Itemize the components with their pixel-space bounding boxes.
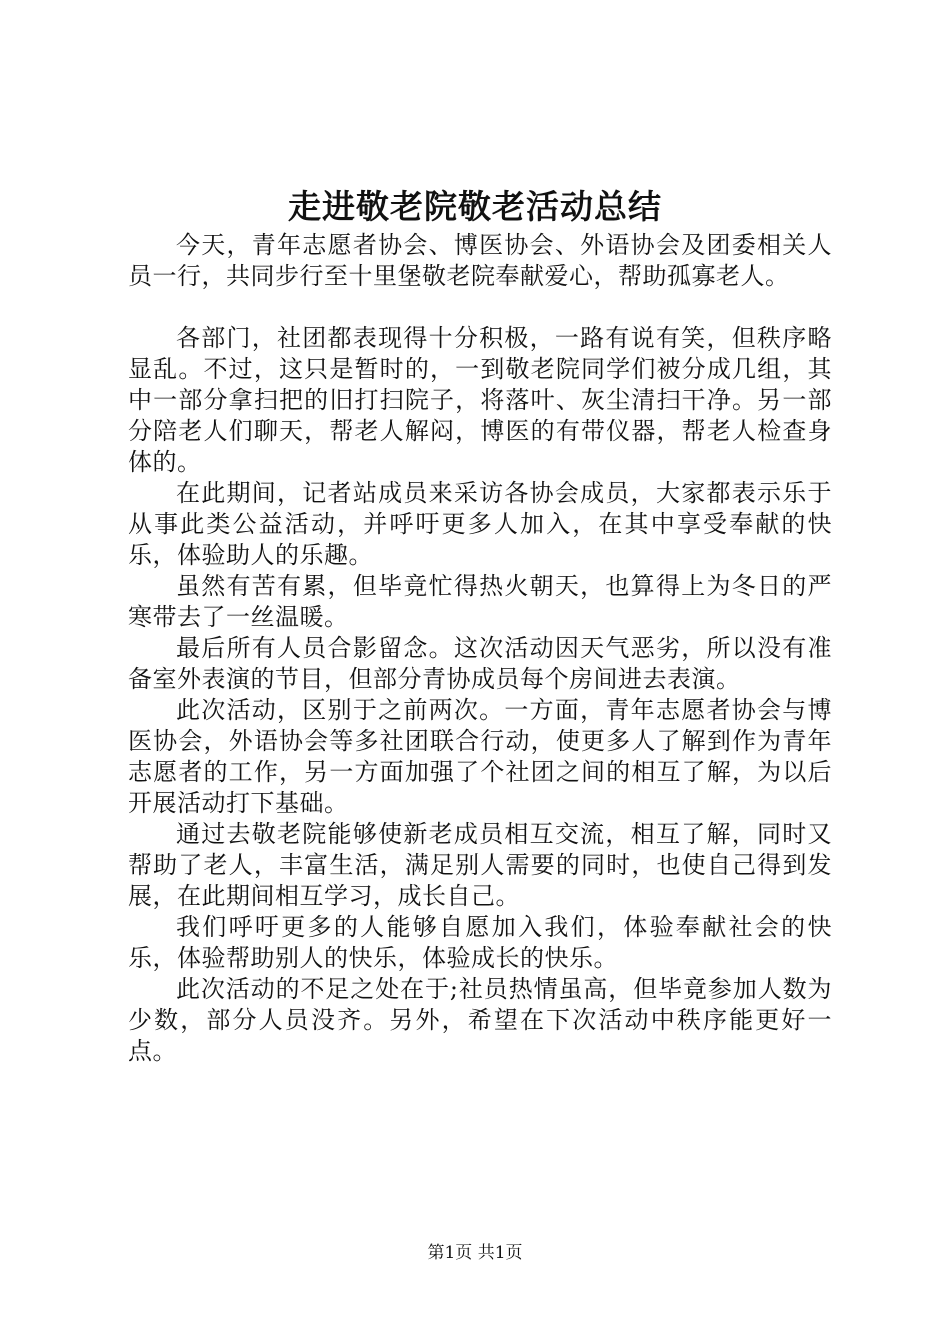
paragraph-3: 在此期间，记者站成员来采访各协会成员，大家都表示乐于从事此类公益活动，并呼吁更多人加入，在其中享受奉献的快乐，体验助人的乐趣。 <box>128 479 832 569</box>
document-body <box>128 230 832 1067</box>
paragraph-4: 虽然有苦有累，但毕竟忙得热火朝天，也算得上为冬日的严寒带去了一丝温暖。 <box>128 572 832 631</box>
paragraph-5: 最后所有人员合影留念。这次活动因天气恶劣，所以没有准备室外表演的节目，但部分青协成员每个房间进去表演。 <box>128 634 832 693</box>
paragraph-7: 通过去敬老院能够使新老成员相互交流，相互了解，同时又帮助了老人，丰富生活，满足别人需要的同时，也使自己得到发展，在此期间相互学习，成长自己。 <box>128 820 832 910</box>
paragraph-1: 今天，青年志愿者协会、博医协会、外语协会及团委相关人员一行，共同步行至十里堡敬老院奉献爱心，帮助孤寡老人。 <box>128 231 832 290</box>
paragraph-8: 我们呼吁更多的人能够自愿加入我们，体验奉献社会的快乐，体验帮助别人的快乐，体验成长的快乐。 <box>128 913 832 972</box>
paragraph-9: 此次活动的不足之处在于;社员热情虽高，但毕竟参加人数为少数，部分人员没齐。另外，希望在下次活动中秩序能更好一点。 <box>128 975 832 1065</box>
page-footer: 第1页 共1页 <box>427 1243 523 1263</box>
paragraph-2: 各部门，社团都表现得十分积极，一路有说有笑，但秩序略显乱。不过，这只是暂时的，一到敬老院同学们被分成几组，其中一部分拿扫把的旧打扫院子，将落叶、灰尘清扫干净。另一部分陪老人们聊天，帮老人解闷，博医的有带仪器，帮老人检查身体的。 <box>128 324 832 476</box>
document-title: 走进敬老院敬老活动总结 <box>288 187 662 226</box>
paragraph-6: 此次活动，区别于之前两次。一方面，青年志愿者协会与博医协会，外语协会等多社团联合行动，使更多人了解到作为青年志愿者的工作，另一方面加强了个社团之间的相互了解，为以后开展活动打下基础。 <box>128 696 832 817</box>
